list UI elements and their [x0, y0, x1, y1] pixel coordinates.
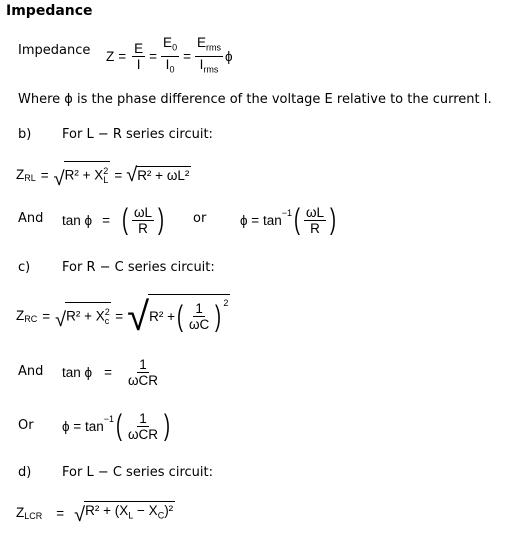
fraction-e0-over-i0: $\frac{E_0}{I_0}$ [163, 34, 178, 75]
z-symbol: Z [106, 48, 115, 64]
zrl-formula: ZRL = √ $R^2 + X^2_L$ = √ R² + ωL² [16, 162, 191, 188]
zrl-label: ZRL [16, 167, 36, 183]
or-label-b: or [193, 211, 207, 226]
sqrt-r2-plus-frac: √ R² + ( $\frac{1}{\omega C}$ ) $^2$ [127, 294, 229, 339]
phi-formula-b: ϕ = tan $^{-1}$ ( $\frac{\omega L}{R}$ ) [240, 203, 337, 236]
sqrt-r2-wl2: √ R² + ωL² [126, 164, 190, 186]
tan-phi-formula-c: tan ϕ = $\frac{1}{\text{ωCR}}$ [62, 356, 159, 388]
fraction-erms-over-irms: $\frac{E_{rms}}{I_{rms}}$ [196, 34, 221, 75]
zlcr-label: ZLCR [16, 505, 43, 521]
section-d-marker: d) [18, 465, 32, 480]
and-label-c: And [18, 364, 44, 379]
fraction-e-over-i: $\frac{E}{I}$ [134, 40, 144, 72]
zlcr-formula: ZLCR = √ $R^2 + (X_L - X_C)^2$ [16, 503, 174, 526]
or-label-c: Or [18, 418, 34, 433]
sqrt-r2-xl2: √ $R^2 + X^2_L$ [54, 161, 111, 189]
where-line: Where ϕ is the phase difference of the voltage E relative to the current I. [18, 92, 492, 107]
impedance-formula [106, 36, 233, 76]
section-c-heading: For R − C series circuit: [62, 260, 215, 275]
zrc-label: ZRC [16, 308, 38, 324]
and-label-b: And [18, 211, 44, 226]
phi-symbol: ϕ [224, 48, 233, 64]
section-b-heading: For L − R series circuit: [62, 127, 213, 142]
equals: = [149, 48, 158, 64]
tan-phi-formula-b: tan ϕ = ( $\frac{\omega L}{R}$ ) [62, 203, 165, 236]
section-b-marker: b) [18, 127, 32, 142]
section-c-marker: c) [18, 260, 31, 275]
impedance-label: Impedance [18, 43, 91, 58]
phi-formula-c: ϕ = tan $^{-1}$ ( $\frac{1}{\text{ωCR}}$ ) [62, 409, 171, 442]
zrc-formula: ZRC = √ $R^2 + X^2_c$ = √ R² + ( $\frac{1}{\omega C}$ ) $^2$ [16, 294, 229, 339]
sqrt-lcr: √ $R^2 + (X_L - X_C)^2$ [74, 503, 174, 526]
equals: = [183, 48, 191, 64]
page-title: Impedance [6, 3, 93, 19]
equals: = [118, 48, 127, 64]
sqrt-r2-xc2: √ $R^2 + X^2_c$ [55, 302, 111, 330]
section-d-heading: For L − C series circuit: [62, 465, 213, 480]
